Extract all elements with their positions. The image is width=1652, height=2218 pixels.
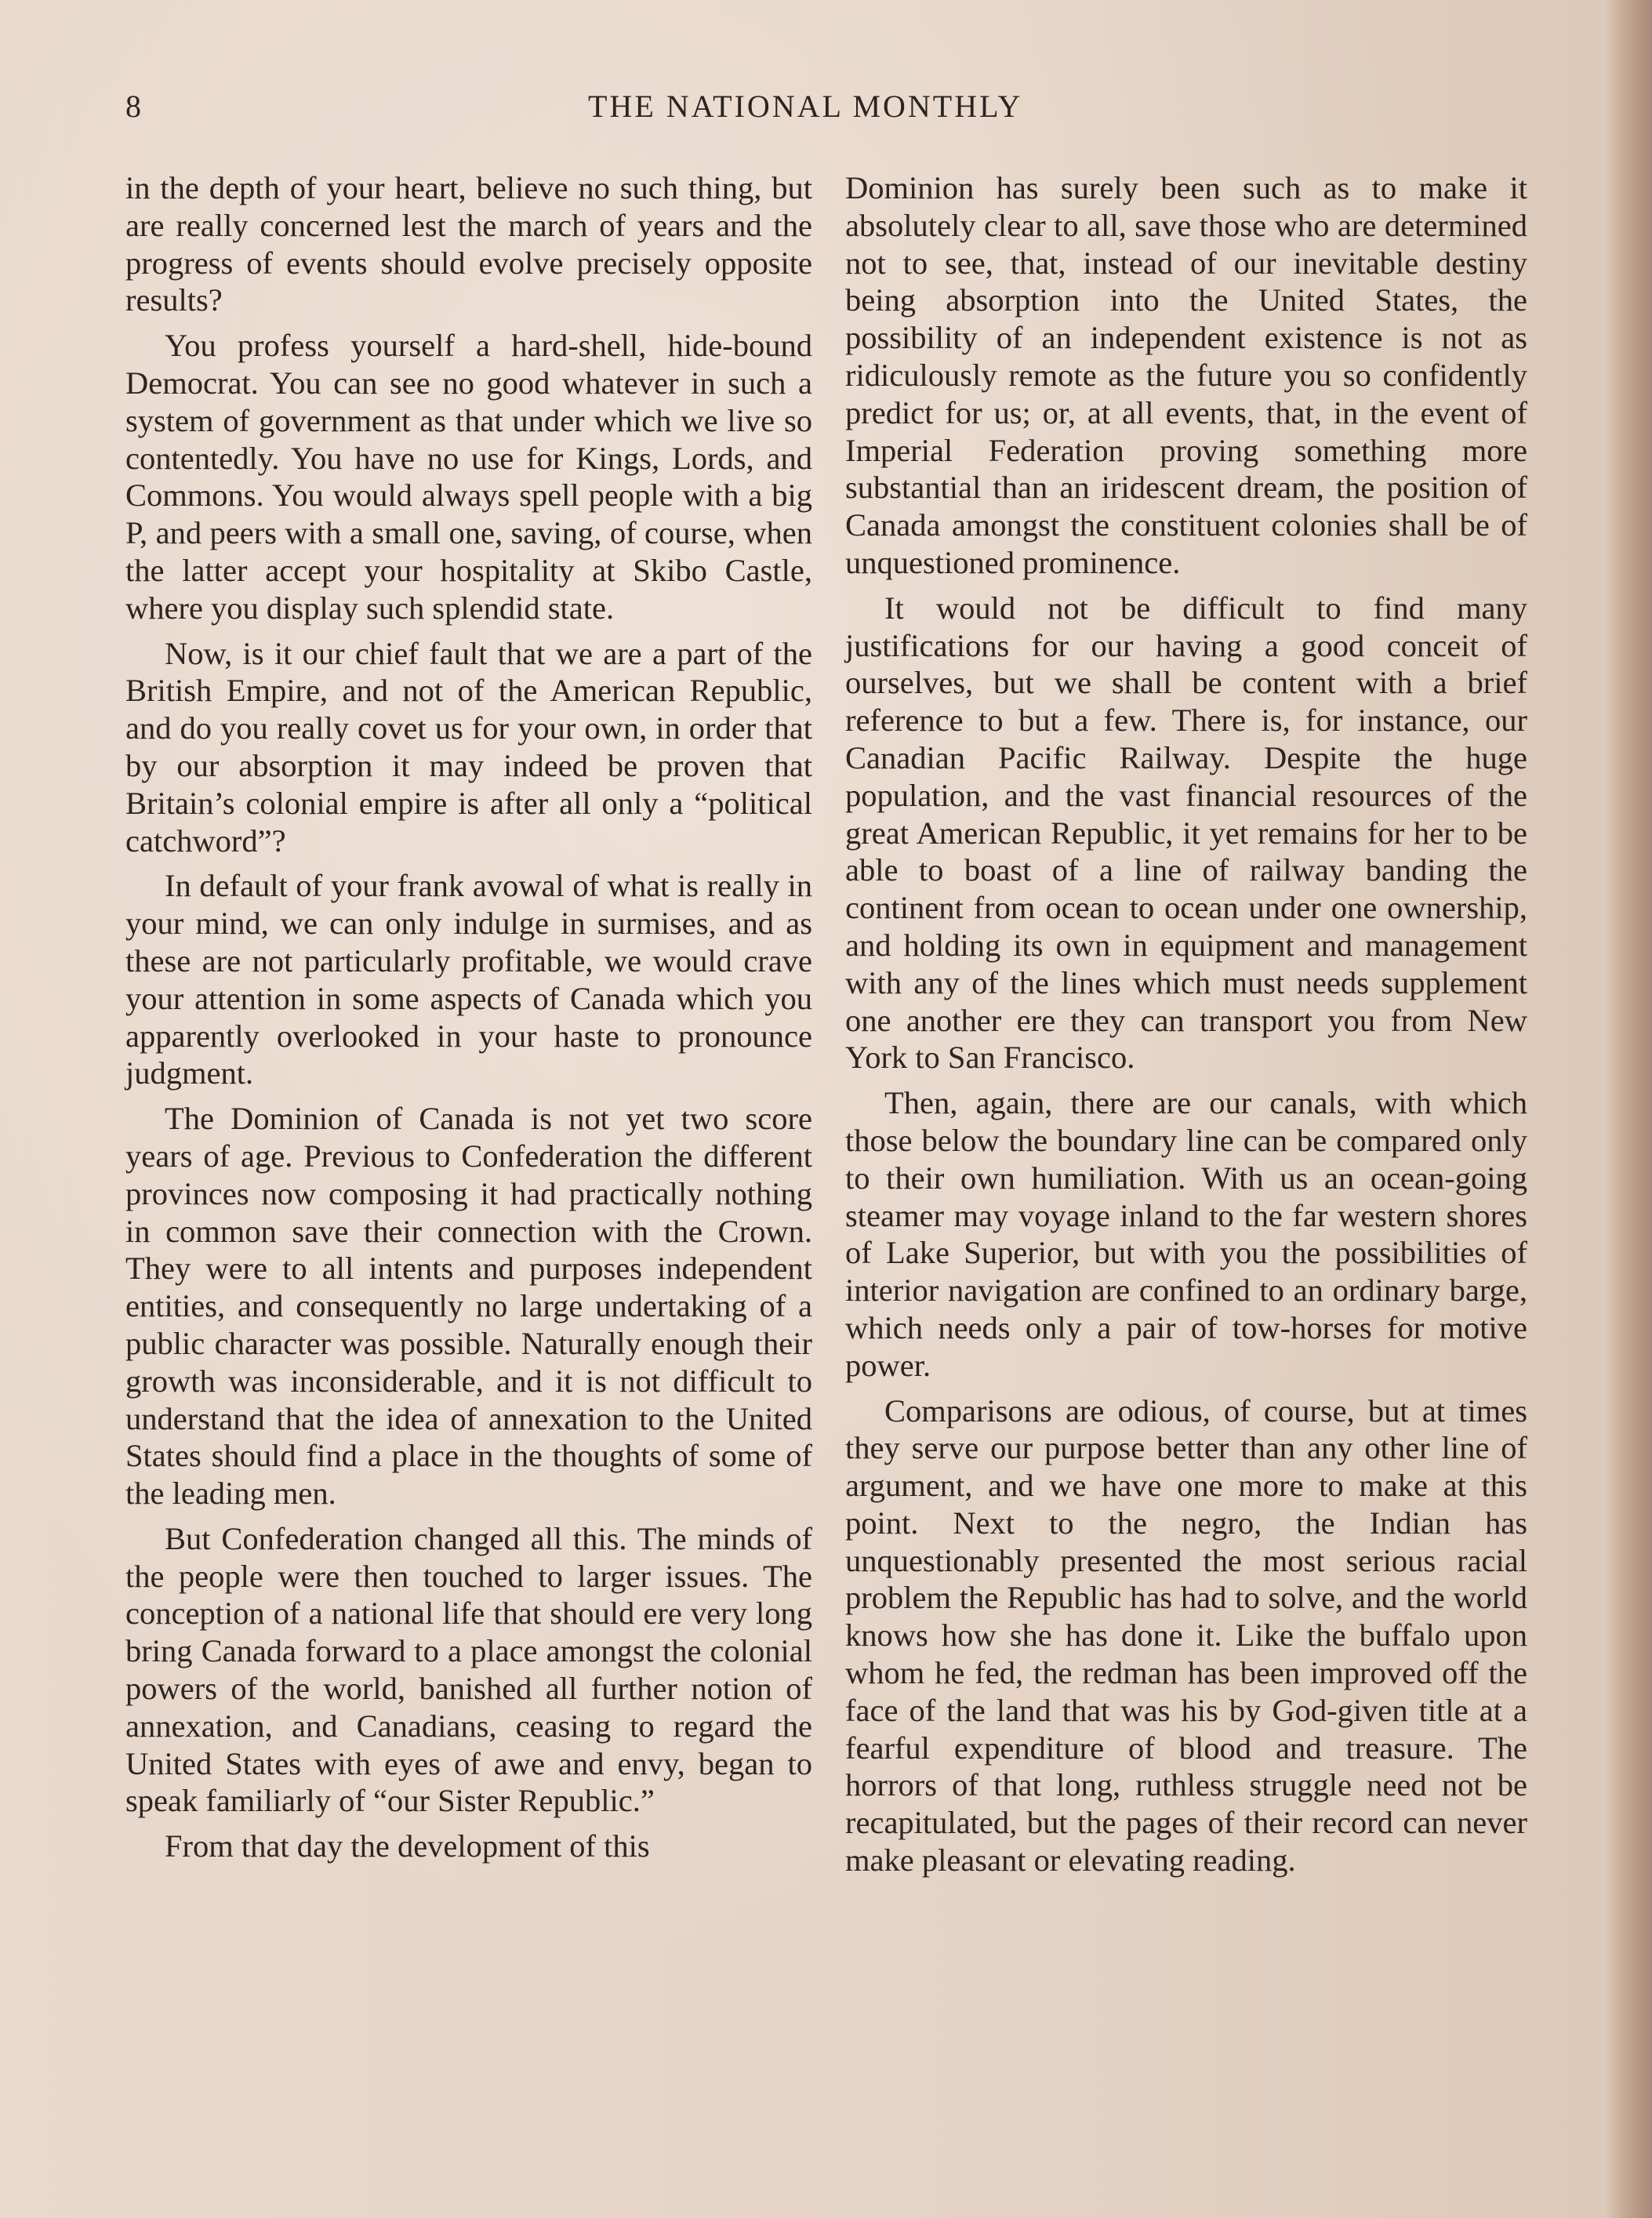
page-number: 8 (125, 89, 142, 124)
paragraph: Then, again, there are our canals, with which those below the boundary line can be compared only to their own humiliation. With us an ocean-going steamer may voyage inland to the far western shores of Lake Superior, but with you the possibilities of interior navigation are confined to an ordinary barge, which needs only a pair of tow-horses for motive power. (845, 1085, 1527, 1383)
paragraph: In default of your frank avowal of what is really in your mind, we can only indulge in surmises, and as these are not particularly profitable, we would crave your attention in some aspects of Canada which you apparently overlooked in your haste to pronounce judgment. (125, 868, 812, 1091)
paragraph: Comparisons are odious, of course, but at times they serve our purpose better than any other line of argument, and we have one more to make at this point. Next to the negro, the Indian has unquestionably presented the most serious racial problem the Republic has had to solve, and the world knows how she has done it. Like the buffalo upon whom he fed, the redman has been improved off the face of the land that was his by God-given title at a fearful expenditure of blood and treasure. The horrors of that long, ruthless struggle need not be recapitulated, but the pages of their record can never make pleasant or elevating reading. (845, 1392, 1527, 1879)
paragraph: From that day the development of this (165, 1828, 650, 1864)
paragraph: It would not be difficult to find many justifications for our having a good conceit of ourselves, but we shall be content with a brief reference to but a few. There is, for instance, our Canadian Pacific Railway. Despite the huge population, and the vast financial resources of the great American Republic, it yet remains for her to be able to boast of a line of railway banding the continent from ocean to ocean under one ownership, and holding its own in equipment and management with any of the lines which must needs supplement one another ere they can transport you from New York to San Francisco. (845, 590, 1527, 1076)
running-title: THE NATIONAL MONTHLY (588, 89, 1023, 124)
paragraph: Dominion has surely been such as to make it absolutely clear to all, save those who are determined not to see, that, instead of our inevitable destiny being absorption into the United States, the possibility of an independent existence is not as ridiculously remote as the future you so confidently predict for us; or, at all events, that, in the event of Imperial Federation proving something more substantial than an iridescent dream, the position of Canada amongst the constituent colonies shall be of unquestioned prominence. (845, 170, 1527, 580)
paragraph: You profess yourself a hard-shell, hide-bound Democrat. You can see no good whatever in such a system of government as that under which we live so contentedly. You have no use for Kings, Lords, and Commons. You would always spell people with a big P, and peers with a small one, saving, of course, when the latter accept your hospitality at Skibo Castle, where you display such splendid state. (125, 328, 812, 626)
paragraph: Now, is it our chief fault that we are a part of the British Empire, and not of the American Republic, and do you really covet us for your own, in order that by our absorption it may indeed be proven that Britain’s colonial empire is after all only a “political catchword”? (125, 635, 812, 859)
right-column (845, 169, 1527, 1879)
paragraph: But Confederation changed all this. The minds of the people were then touched to larger issues. The conception of a national life that should ere very long bring Canada forward to a place amongst the colonial powers of the world, banished all further notion of annexation, and Canadians, ceasing to regard the United States with eyes of awe and envy, began to speak familiarly of “our Sister Republic.” (125, 1520, 812, 1819)
page-spine-shadow (1605, 0, 1652, 2218)
paragraph: in the depth of your heart, believe no such thing, but are really concerned lest the march of years and the progress of events should evolve precisely opposite results? (125, 170, 812, 318)
left-column (125, 169, 812, 1865)
page-header (125, 88, 1537, 135)
paragraph: The Dominion of Canada is not yet two score years of age. Previous to Confederation the different provinces now composing it had practically nothing in common save their connection with the Crown. They were to all intents and purposes independent entities, and consequently no large undertaking of a public character was possible. Naturally enough their growth was inconsiderable, and it is not difficult to understand that the idea of annexation to the United States should find a place in the thoughts of some of the leading men. (125, 1101, 812, 1512)
